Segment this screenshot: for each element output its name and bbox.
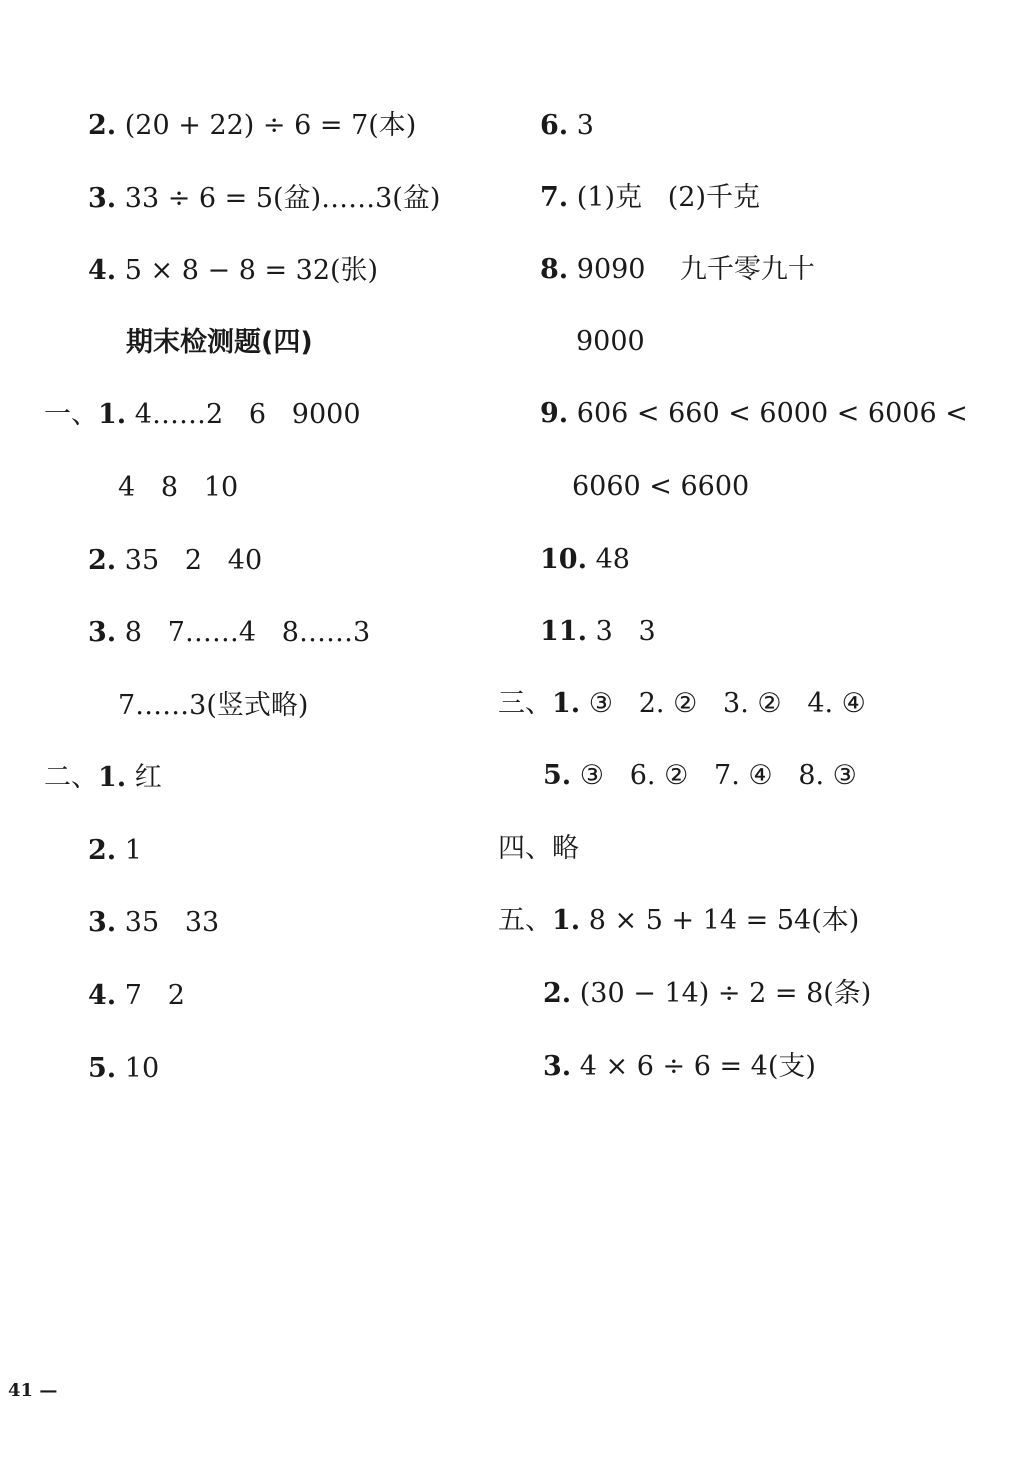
answer-right-5: 9. 606 < 660 < 6000 < 6006 < — [540, 398, 968, 429]
answer-left-1: 2. (20 + 22) ÷ 6 = 7(本) — [88, 110, 417, 141]
answer-right-9: 三、1. ③ 2. ② 3. ② 4. ④ — [498, 688, 866, 719]
page-number: 41 — — [8, 1380, 58, 1401]
answer-right-10: 5. ③ 6. ② 7. ④ 8. ③ — [543, 760, 857, 791]
answer-right-11: 四、略 — [498, 833, 579, 864]
answer-left-9: 7……3(竖式略) — [118, 690, 309, 721]
answer-left-14: 5. 10 — [88, 1053, 160, 1084]
answer-left-12: 3. 35 33 — [88, 907, 220, 938]
answer-right-7: 10. 48 — [540, 544, 630, 575]
answer-left-10: 二、1. 红 — [44, 762, 162, 793]
section-title: 期末检测题(四) — [126, 327, 313, 358]
answer-left-3: 4. 5 × 8 − 8 = 32(张) — [88, 255, 379, 286]
answer-right-3: 8. 9090 九千零九十 — [540, 254, 815, 285]
answer-left-8: 3. 8 7……4 8……3 — [88, 617, 371, 648]
answer-right-12: 五、1. 8 × 5 + 14 = 54(本) — [498, 905, 860, 936]
answer-left-5: 一、1. 4……2 6 9000 — [44, 399, 361, 430]
answer-right-1: 6. 3 — [540, 110, 594, 141]
answer-left-11: 2. 1 — [88, 835, 142, 866]
answer-left-6: 4 8 10 — [118, 472, 239, 503]
answer-right-14: 3. 4 × 6 ÷ 6 = 4(支) — [543, 1051, 816, 1082]
answer-right-13: 2. (30 − 14) ÷ 2 = 8(条) — [543, 978, 872, 1009]
answer-left-2: 3. 33 ÷ 6 = 5(盆)……3(盆) — [88, 183, 441, 214]
answer-left-7: 2. 35 2 40 — [88, 545, 263, 576]
answer-right-8: 11. 3 3 — [540, 616, 656, 647]
answer-right-6: 6060 < 6600 — [572, 471, 750, 502]
answer-right-2: 7. (1)克 (2)千克 — [540, 182, 761, 213]
answer-right-4: 9000 — [576, 326, 645, 357]
answer-left-13: 4. 7 2 — [88, 980, 185, 1011]
